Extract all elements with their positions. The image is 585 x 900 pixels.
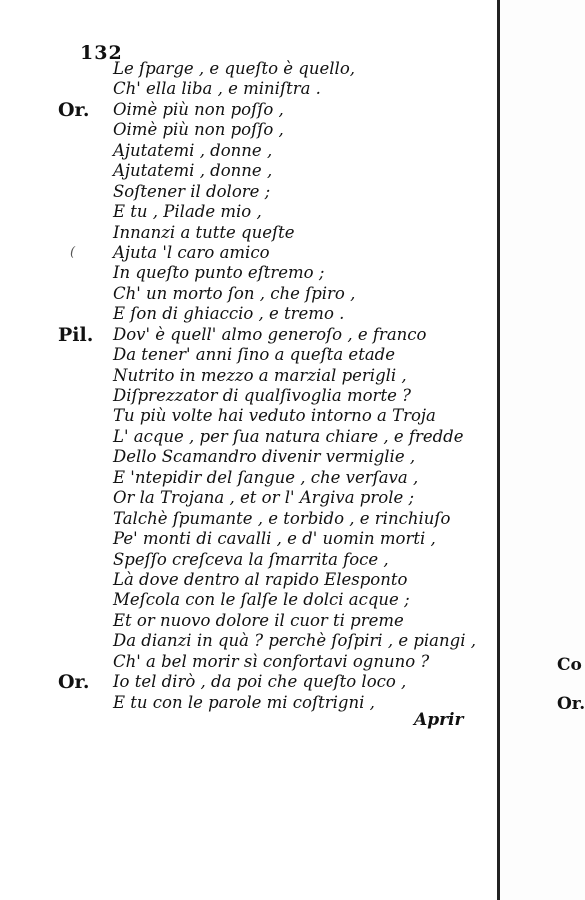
- verse-line: [0, 611, 500, 631]
- verse-line: [0, 590, 500, 610]
- verse-text: Dov' è quell' almo generoſo , e franco: [113, 324, 427, 344]
- verse-text: Ajutatemi , donne ,: [113, 161, 273, 181]
- next-page-fragment-2: Or.: [557, 694, 585, 714]
- verse-text: E tu con le parole mi coſtrigni ,: [113, 692, 375, 712]
- verse-text: Ch' a bel morir sì confortavi ognuno ?: [113, 651, 430, 671]
- verse-text: Diſprezzator di qualſivoglia morte ?: [113, 386, 411, 405]
- verse-line: [0, 182, 500, 202]
- verse-text: Talchè ſpumante , e torbido , e rinchiuſo: [113, 508, 451, 528]
- verse-line: [0, 366, 500, 386]
- verse-text: E 'ntepidir del ſangue , che verſava ,: [113, 467, 419, 487]
- verse-text: Soſtener il dolore ;: [113, 181, 271, 201]
- next-page-edge: [500, 0, 585, 900]
- verse-line: [0, 427, 500, 447]
- verse-line: [0, 550, 500, 570]
- verse-text: Nutrito in mezzo a marzial perigli ,: [113, 365, 407, 385]
- speaker-label: Or.: [58, 98, 90, 121]
- verse-line: [0, 406, 500, 426]
- verse-text: Tu più volte hai veduto intorno a Troja: [113, 406, 436, 426]
- verse-text: Dello Scamandro divenir vermiglie ,: [113, 447, 416, 467]
- verse-line: [0, 652, 500, 672]
- verse-text: Da tener' anni ſino a queſta etade: [113, 345, 395, 365]
- verse-line: [0, 243, 500, 263]
- catchword: Aprir: [414, 710, 464, 730]
- next-page-fragment-1: Co: [557, 655, 582, 675]
- verse-text: L' acque , per ſua natura chiare , e fredde: [113, 426, 464, 446]
- verse-lines: [0, 59, 500, 713]
- verse-line: [0, 447, 500, 467]
- verse-line: [0, 141, 500, 161]
- verse-text: E tu , Pilade mio ,: [113, 202, 262, 222]
- verse-line: [0, 631, 500, 651]
- verse-text: Innanzi a tutte queſte: [113, 222, 295, 242]
- verse-line: [0, 120, 500, 140]
- verse-text: Ch' un morto ſon , che ſpiro ,: [113, 283, 356, 303]
- page-number: 132: [80, 42, 123, 64]
- verse-line: [0, 468, 500, 488]
- verse-line: [0, 223, 500, 243]
- verse-line: [0, 345, 500, 365]
- speaker-label: Pil.: [58, 323, 94, 346]
- verse-text: Ajuta 'l caro amico: [113, 242, 270, 262]
- verse-line: [0, 100, 500, 120]
- verse-text: Oimè più non poſſo ,: [113, 120, 284, 140]
- verse-text: Oimè più non poſſo ,: [113, 99, 284, 119]
- margin-mark: (: [70, 244, 76, 260]
- verse-line: [0, 325, 500, 345]
- verse-text: Ch' ella liba , e miniſtra .: [113, 79, 321, 99]
- verse-line: [0, 488, 500, 508]
- verse-text: Io tel dirò , da poi che queſto loco ,: [113, 672, 407, 692]
- verse-text: Meſcola con le ſalſe le dolci acque ;: [113, 590, 410, 610]
- verse-line: [0, 202, 500, 222]
- verse-line: [0, 263, 500, 283]
- verse-text: In queſto punto eſtremo ;: [113, 263, 325, 283]
- verse-text: E ſon di ghiaccio , e tremo .: [113, 304, 345, 324]
- verse-text: Et or nuovo dolore il cuor ti preme: [113, 610, 404, 630]
- verse-line: [0, 672, 500, 692]
- verse-line: [0, 570, 500, 590]
- speaker-label: Or.: [58, 671, 90, 694]
- verse-text: Ajutatemi , donne ,: [113, 140, 273, 160]
- verse-line: [0, 304, 500, 324]
- verse-line: [0, 529, 500, 549]
- verse-text: Là dove dentro al rapido Elesponto: [113, 569, 408, 589]
- verse-line: [0, 509, 500, 529]
- verse-text: Speſſo creſceva la ſmarrita foce ,: [113, 549, 389, 569]
- verse-text: Or la Trojana , et or l' Argiva prole ;: [113, 488, 415, 508]
- verse-text: Pe' monti di cavalli , e d' uomin morti ,: [113, 529, 436, 549]
- verse-line: [0, 59, 500, 79]
- verse-text: Da dianzi in quà ? perchè ſoſpiri , e piangi ,: [113, 631, 476, 651]
- verse-line: [0, 284, 500, 304]
- verse-line: [0, 386, 500, 406]
- verse-line: [0, 79, 500, 99]
- verse-line: [0, 161, 500, 181]
- verse-text: Le ſparge , e queſto è quello,: [113, 59, 355, 78]
